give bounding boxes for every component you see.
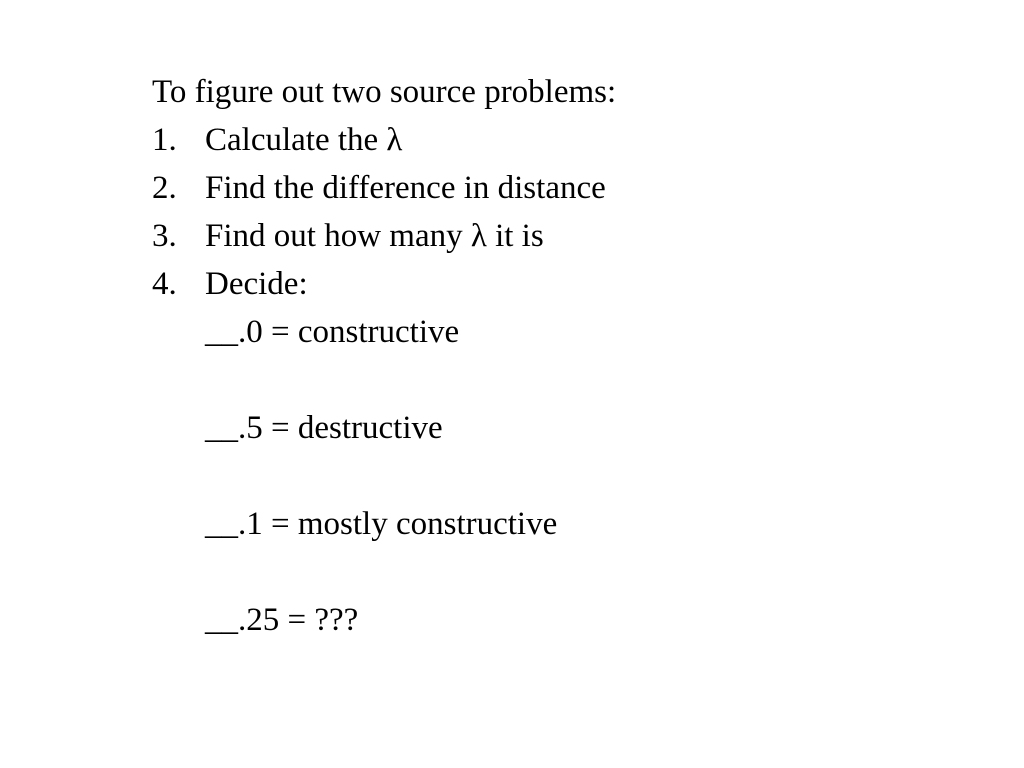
list-item-text: Find the difference in distance [205, 170, 606, 206]
decide-option-constructive: __.0 = constructive [205, 314, 460, 350]
decide-option-mostly-constructive: __.1 = mostly constructive [205, 506, 558, 542]
list-item-number: 4. [152, 266, 177, 302]
decide-option-unknown: __.25 = ??? [205, 602, 359, 638]
list-item-number: 2. [152, 170, 177, 206]
list-item [152, 212, 932, 260]
decide-options [205, 308, 932, 644]
list-item-text: Find out how many λ it is [205, 218, 544, 254]
list-item-number: 3. [152, 218, 177, 254]
decide-option-destructive: __.5 = destructive [205, 410, 443, 446]
list-item-number: 1. [152, 122, 177, 158]
list-item [152, 116, 932, 164]
list-item-text: Calculate the λ [205, 122, 403, 158]
list-item [152, 164, 932, 212]
slide-title: To figure out two source problems: [152, 74, 617, 110]
list-item-text: Decide: [205, 266, 308, 302]
slide-content [152, 68, 932, 644]
list-item [152, 260, 932, 308]
